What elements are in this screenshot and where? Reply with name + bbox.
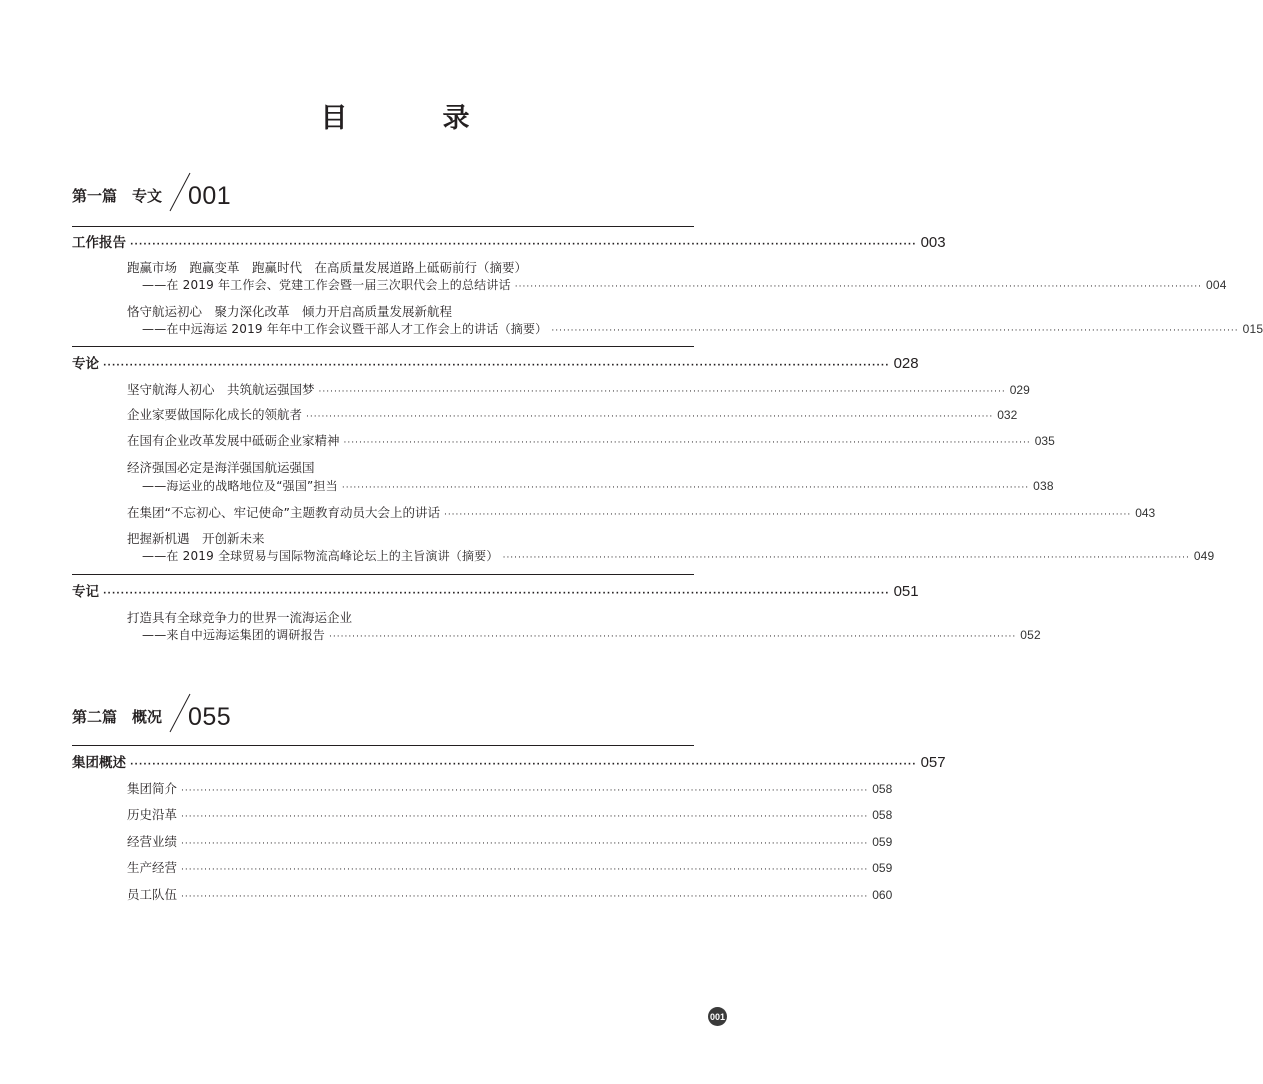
toc-entry[interactable] [127, 503, 1156, 521]
toc-section[interactable] [72, 751, 946, 771]
dot-leader: ·················································································································································································· [343, 438, 1031, 448]
part-label: 第一篇 专文 [72, 187, 163, 205]
toc-entry[interactable] [127, 431, 1055, 449]
dot-leader: ·················································································································································································· [514, 282, 1203, 292]
entry-title: 企业家要做国际化成长的领航者 [127, 407, 303, 422]
dot-leader: ·················································································································································································· [181, 839, 869, 849]
dot-leader: ·················································································································································································· [306, 412, 994, 422]
dot-leader: ·················································································································································································· [181, 812, 869, 822]
toc-entry-title[interactable]: 恪守航运初心 聚力深化改革 倾力开启高质量发展新航程 [127, 304, 453, 319]
section-title: 工作报告 [72, 235, 126, 251]
entry-page: 052 [1020, 628, 1041, 642]
toc-entry[interactable] [142, 547, 1215, 564]
entry-title: 经营业绩 [127, 834, 178, 849]
section-rule [72, 346, 694, 347]
page-number-badge: 001 [708, 1007, 727, 1026]
section-title: 专论 [72, 356, 99, 372]
entry-page: 060 [872, 888, 893, 902]
dot-leader: ·················································································································································································· [502, 553, 1190, 563]
toc-entry[interactable] [127, 885, 893, 903]
dot-leader: ·················································································································································································· [329, 632, 1017, 642]
entry-page: 058 [872, 782, 893, 796]
entry-page: 049 [1193, 549, 1215, 563]
entry-title: 坚守航海人初心 共筑航运强国梦 [127, 382, 315, 397]
entry-page: 015 [1242, 322, 1263, 336]
page-title: 目 录 [320, 103, 504, 134]
toc-entry[interactable] [142, 626, 1041, 643]
entry-title: 集团简介 [127, 781, 178, 796]
toc-section[interactable] [72, 231, 946, 251]
entry-page: 059 [872, 835, 893, 849]
entry-page: 059 [872, 861, 893, 875]
toc-entry[interactable] [127, 405, 1018, 423]
entry-subtitle: ——在 2019 年工作会、党建工作会暨一届三次职代会上的总结讲话 [142, 278, 511, 292]
entry-title: 生产经营 [127, 860, 178, 875]
toc-entry-title[interactable]: 跑赢市场 跑赢变革 跑赢时代 在高质量发展道路上砥砺前行（摘要） [127, 260, 528, 275]
dot-leader: ·················································································································································································· [181, 786, 869, 796]
dot-leader: ·················································································································································································· [181, 892, 869, 902]
dot-leader: ·················································································································································································· [551, 326, 1239, 336]
section-rule [72, 574, 694, 575]
part-rule [72, 745, 694, 746]
toc-entry[interactable] [142, 320, 1263, 337]
entry-title: 员工队伍 [127, 887, 178, 902]
section-page: 057 [920, 754, 946, 771]
dot-leader: ·················································································································································································· [318, 387, 1006, 397]
dot-leader: ·················································································································································································· [103, 361, 890, 371]
section-page: 051 [893, 583, 919, 600]
dot-leader: ·················································································································································································· [103, 589, 890, 599]
entry-page: 043 [1135, 506, 1156, 520]
dot-leader: ·················································································································································································· [130, 760, 917, 770]
entry-title: 历史沿革 [127, 807, 178, 822]
toc-entry-title[interactable]: 经济强国必定是海洋强国航运强国 [127, 460, 315, 475]
entry-page: 038 [1033, 479, 1054, 493]
entry-subtitle: ——海运业的战略地位及“强国”担当 [142, 479, 338, 493]
dot-leader: ·················································································································································································· [181, 865, 869, 875]
part-number: 055 [188, 703, 232, 731]
toc-entry[interactable] [142, 276, 1227, 293]
toc-entry[interactable] [127, 858, 893, 876]
toc-entry[interactable] [127, 380, 1030, 398]
dot-leader: ·················································································································································································· [443, 510, 1132, 520]
section-page: 028 [893, 355, 919, 372]
toc-entry-title[interactable]: 把握新机遇 开创新未来 [127, 531, 265, 546]
dot-leader: ·················································································································································································· [341, 483, 1030, 493]
part-label: 第二篇 概况 [72, 708, 163, 726]
section-page: 003 [920, 234, 946, 251]
entry-subtitle: ——在 2019 全球贸易与国际物流高峰论坛上的主旨演讲（摘要） [142, 549, 499, 563]
entry-page: 004 [1206, 278, 1227, 292]
entry-page: 032 [997, 408, 1018, 422]
toc-entry[interactable] [127, 805, 893, 823]
entry-subtitle: ——在中远海运 2019 年年中工作会议暨干部人才工作会上的讲话（摘要） [142, 322, 548, 336]
dot-leader: ·················································································································································································· [130, 240, 917, 250]
entry-page: 058 [872, 808, 893, 822]
entry-title: 在集团“不忘初心、牢记使命”主题教育动员大会上的讲话 [127, 505, 440, 520]
toc-entry[interactable] [127, 779, 893, 797]
part-rule [72, 226, 694, 227]
entry-title: 在国有企业改革发展中砥砺企业家精神 [127, 433, 340, 448]
toc-entry-title[interactable]: 打造具有全球竞争力的世界一流海运企业 [127, 610, 353, 625]
toc-section[interactable] [72, 580, 919, 600]
section-title: 集团概述 [72, 755, 126, 771]
toc-entry[interactable] [127, 832, 893, 850]
entry-page: 029 [1009, 383, 1030, 397]
entry-subtitle: ——来自中远海运集团的调研报告 [142, 628, 326, 642]
section-title: 专记 [72, 584, 99, 600]
toc-section[interactable] [72, 352, 919, 372]
toc-entry[interactable] [142, 477, 1054, 494]
part-number: 001 [188, 182, 232, 210]
entry-page: 035 [1034, 434, 1055, 448]
